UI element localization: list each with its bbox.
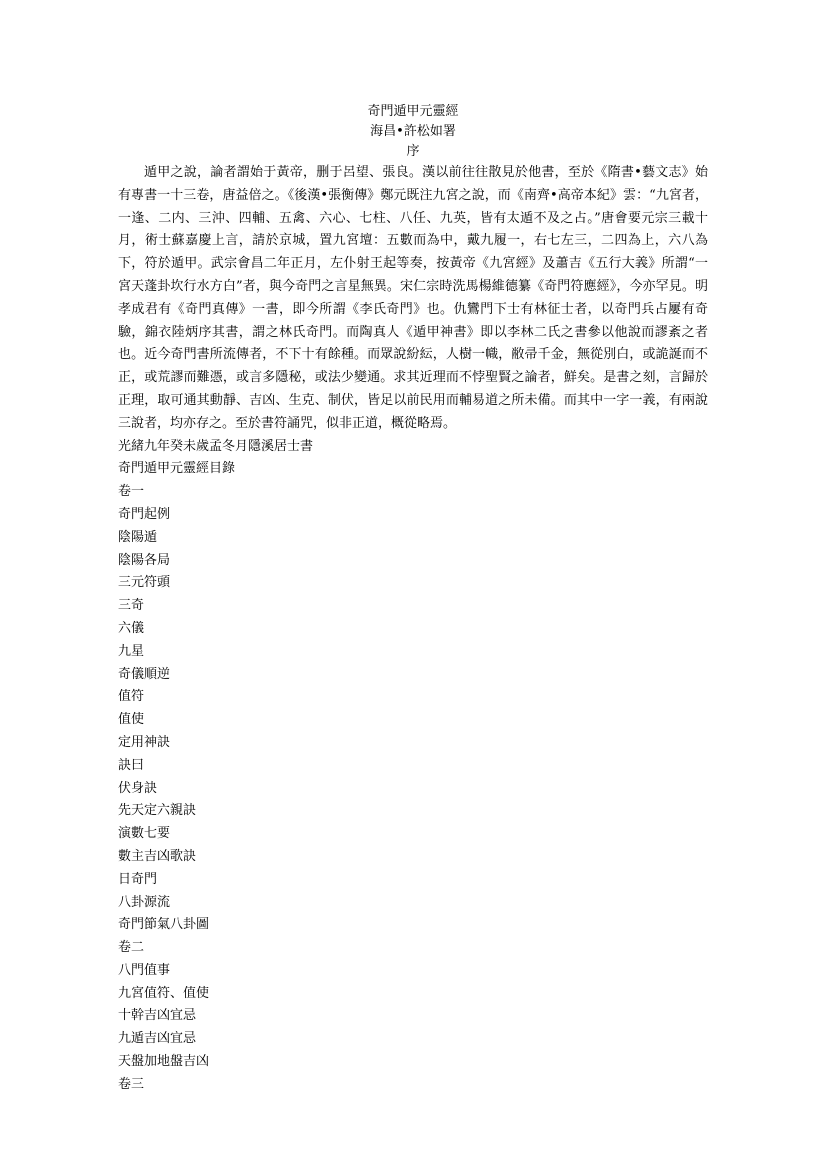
toc-item: 十幹吉凶宜忌 <box>118 1008 197 1024</box>
preface-heading: 序 <box>406 144 420 159</box>
toc-item: 八門值事 <box>118 962 171 978</box>
toc-item: 九遁吉凶宜忌 <box>118 1031 197 1047</box>
toc-item: 八卦源流 <box>118 894 171 910</box>
toc-item: 卷一 <box>118 484 145 500</box>
preface-paragraph: 遁甲之說，論者謂始于黃帝，删于呂望、張良。漢以前往往散見於他書，至於《隋書•藝文志》始有專書一十三卷，唐益倍之。《後漢•張衡傳》鄭元既注九宮之說，而《南齊•高帝本紀》雲：“九宮者，一逢、二内、三沖、四輔、五禽、六心、七柱、八任、九英，皆有太遁不及之占。”唐會要元宗三載十月，術士蘇嘉慶上言，請於京城，置九宮壇：五數而為中，戴九履一，右七左三，二四為上，六八為下，符於遁甲。武宗會昌二年正月，左仆射王起等奏，按黃帝《九宮經》及蕭吉《五行大義》所謂“一宮天蓬卦坎行水方白”者，與今奇門之言星無異。宋仁宗時洗馬楊維德纂《奇門符應經》，今亦罕見。明孝成君有《奇門真傳》一書，即今所謂《李氏奇門》也。仇鸞門下士有林征士者，以奇門兵占屢有奇驗，錦衣陸炳序其書，謂之林氏奇門。而陶真人《遁甲神書》即以李林二氏之書參以他說而謬紊之者也。近今奇門書所流傳者，不下十有餘種。而眾說紛紜，人樹一幟，敝帚千金，無從別白，或詭誕而不正，或荒謬而難憑，或言多隱秘，或法少變通。求其近理而不悖聖賢之論者，鮮矣。是書之刻，言歸於正理，取可通其動靜、吉凶、生克、制伏，皆足以前民用而輔易道之所未備。而其中一字一義，有兩說三說者，均亦存之。至於書符誦咒，似非正道，概從略焉。 <box>118 165 708 431</box>
toc-item: 日奇門 <box>118 871 158 887</box>
toc-title: 奇門遁甲元靈經目錄 <box>118 461 236 477</box>
toc-item: 奇門起例 <box>118 506 171 522</box>
document-author: 海昌•許松如署 <box>370 124 456 139</box>
toc-item: 訣曰 <box>118 757 145 773</box>
toc-item: 九星 <box>118 643 145 659</box>
toc-item: 天盤加地盤吉凶 <box>118 1054 210 1070</box>
toc-item: 陰陽遁 <box>118 529 158 545</box>
toc-item: 奇門節氣八卦圖 <box>118 917 210 933</box>
toc-item: 先天定六親訣 <box>118 803 197 819</box>
toc-item: 六儀 <box>118 620 145 636</box>
toc-item: 值符 <box>118 689 145 705</box>
table-of-contents <box>118 481 708 1097</box>
toc-item: 奇儀順逆 <box>118 666 171 682</box>
toc-item: 伏身訣 <box>118 780 158 796</box>
toc-item: 九宮值符、值使 <box>118 985 210 1001</box>
document-page <box>118 100 708 1097</box>
toc-item: 定用神訣 <box>118 734 171 750</box>
toc-item: 卷三 <box>118 1076 145 1092</box>
toc-item: 演數七要 <box>118 826 171 842</box>
toc-item: 值使 <box>118 712 145 728</box>
toc-item: 三奇 <box>118 598 145 614</box>
toc-item: 數主吉凶歌訣 <box>118 848 197 864</box>
toc-item: 三元符頭 <box>118 575 171 591</box>
document-title: 奇門遁甲元靈經 <box>367 104 459 119</box>
toc-item: 陰陽各局 <box>118 552 171 568</box>
toc-item: 卷二 <box>118 940 145 956</box>
preface-colophon: 光緒九年癸未歲孟冬月隱溪居士書 <box>118 438 314 454</box>
